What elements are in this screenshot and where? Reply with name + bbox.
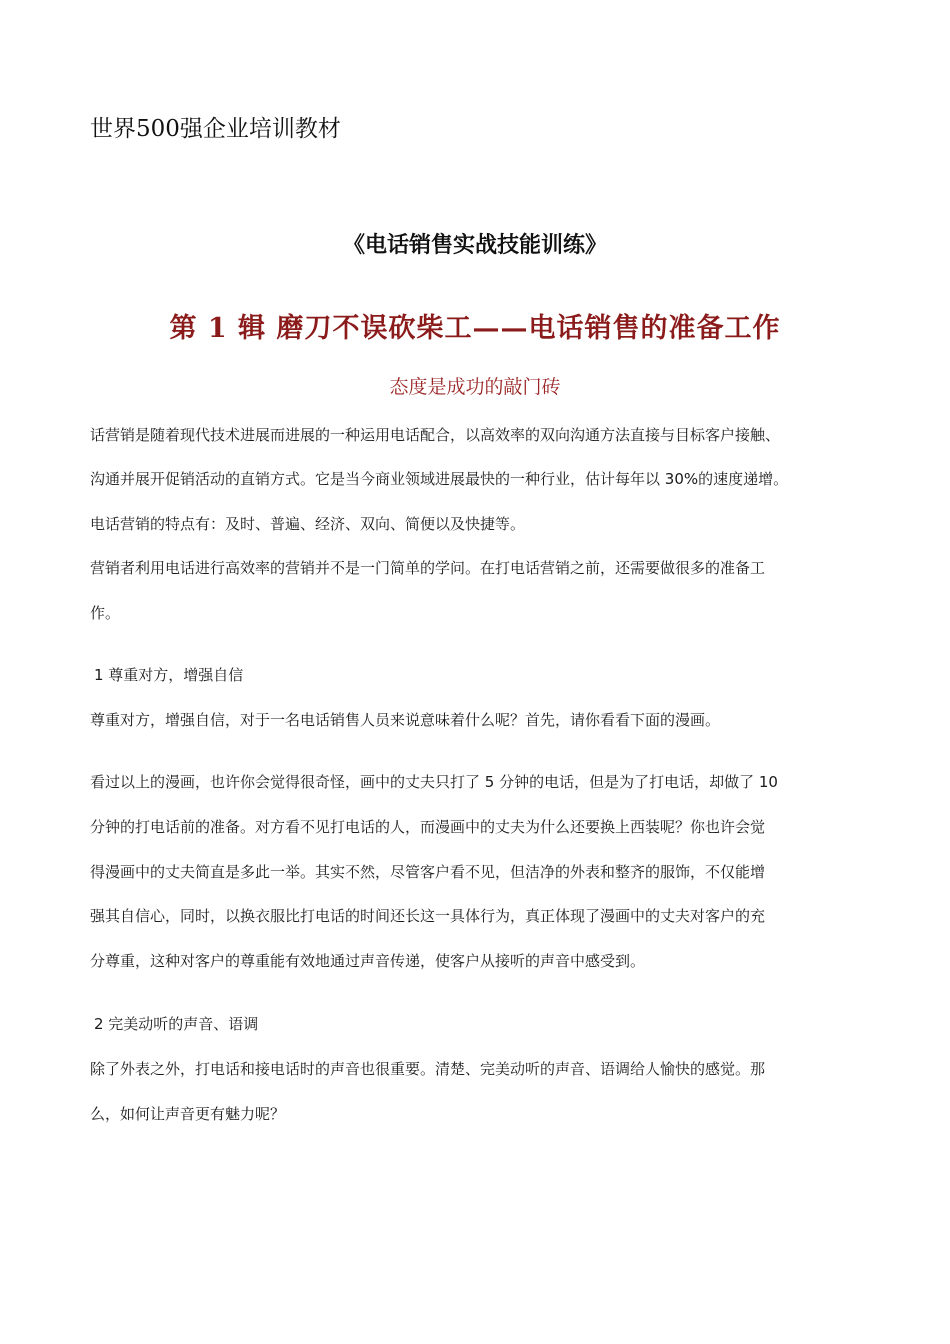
document-header: 世界500强企业培训教材 (90, 116, 341, 142)
section-1-paragraph-line: 分钟的打电话前的准备。对方看不见打电话的人，而漫画中的丈夫为什么还要换上西装呢？你也许会觉 (90, 818, 766, 836)
book-title: 《电话销售实战技能训练》 (342, 233, 607, 258)
intro-line: 电话营销的特点有：及时、普遍、经济、双向、简便以及快捷等。 (90, 515, 526, 533)
section-1-paragraph-line: 强其自信心，同时，以换衣服比打电话的时间还长这一具体行为，真正体现了漫画中的丈夫对客户的充 (90, 907, 766, 925)
section-1-paragraph-line: 分尊重，这种对客户的尊重能有效地通过声音传递，使客户从接听的声音中感受到。 (90, 952, 646, 970)
section-heading-2: 2 完美动听的声音、语调 (94, 1015, 259, 1033)
intro-line: 话营销是随着现代技术进展而进展的一种运用电话配合，以高效率的双向沟通方法直接与目标客户接触、 (90, 426, 781, 444)
section-1-paragraph-line: 得漫画中的丈夫简直是多此一举。其实不然，尽管客户看不见，但洁净的外表和整齐的服饰，不仅能增 (90, 863, 766, 881)
section-heading-1: 1 尊重对方，增强自信 (94, 666, 244, 684)
section-1-paragraph-line: 看过以上的漫画，也许你会觉得很奇怪，画中的丈夫只打了 5 分钟的电话，但是为了打电话，却做了 10 (90, 773, 778, 791)
intro-line: 营销者利用电话进行高效率的营销并不是一门简单的学问。在打电话营销之前，还需要做很多的准备工 (90, 559, 766, 577)
section-1-intro: 尊重对方，增强自信，对于一名电话销售人员来说意味着什么呢？首先，请你看看下面的漫画。 (90, 711, 721, 729)
intro-line: 作。 (90, 604, 121, 622)
intro-line: 沟通并展开促销活动的直销方式。它是当今商业领域进展最快的一种行业，估计每年以 30%的速度递增。 (90, 470, 789, 488)
chapter-title: 第 1 辑 磨刀不误砍柴工——电话销售的准备工作 (169, 313, 781, 344)
section-subtitle: 态度是成功的敲门砖 (389, 376, 561, 398)
section-2-line: 除了外表之外，打电话和接电话时的声音也很重要。清楚、完美动听的声音、语调给人愉快的感觉。那 (90, 1060, 766, 1078)
section-2-line: 么，如何让声音更有魅力呢？ (90, 1105, 286, 1123)
